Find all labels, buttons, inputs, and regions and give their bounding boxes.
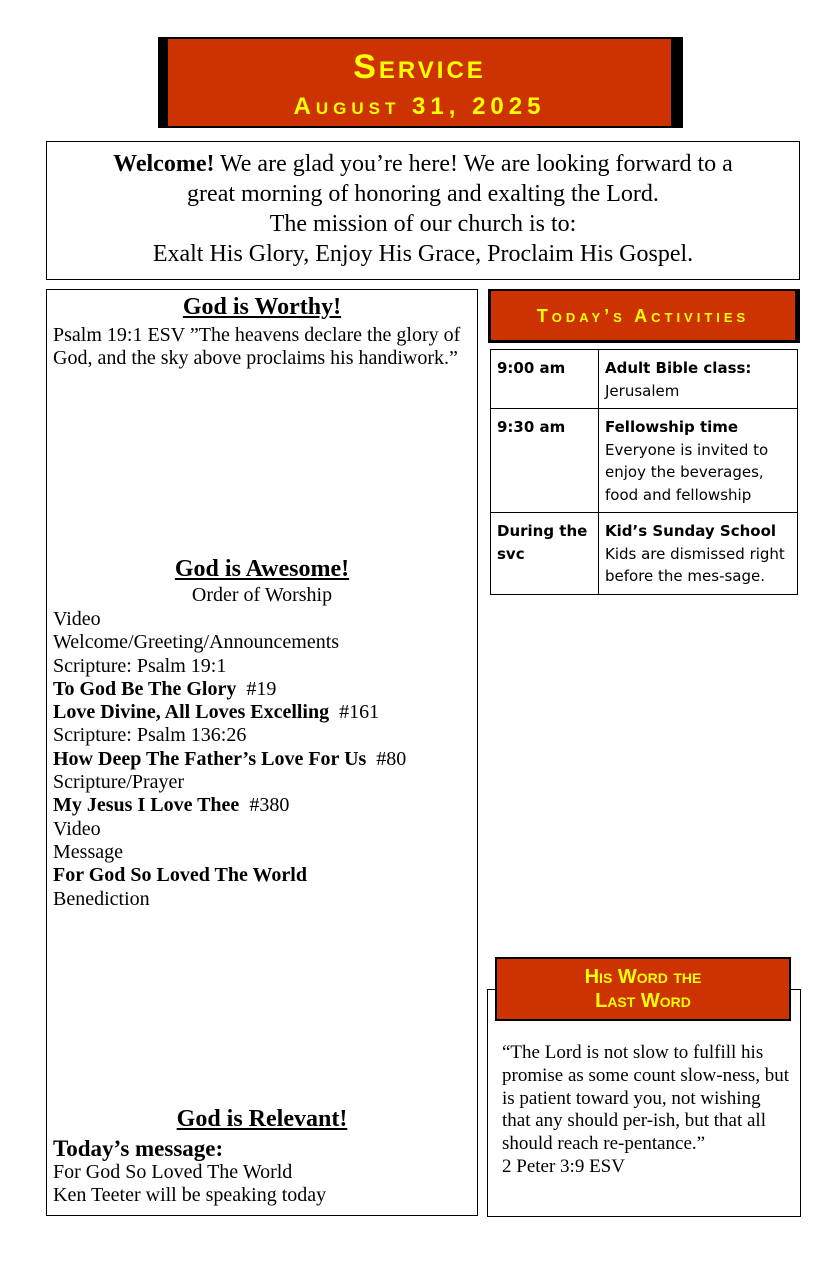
activity-description: Everyone is invited to enjoy the beverages, food and fellowship xyxy=(605,440,769,504)
welcome-box xyxy=(46,141,800,280)
order-item-title: Love Divine, All Loves Excelling xyxy=(53,701,330,724)
worthy-scripture: Psalm 19:1 ESV ”The heavens declare the glory of God, and the sky above proclaims his handiwork.” xyxy=(53,324,461,370)
order-item-title: Video xyxy=(53,608,101,630)
order-item-title: Scripture: Psalm 136:26 xyxy=(53,724,247,747)
order-item xyxy=(53,794,471,817)
order-item-title: To God Be The Glory xyxy=(53,677,237,700)
welcome-line-2: great morning of honoring and exalting the Lord. xyxy=(187,181,659,207)
page-title: Service xyxy=(353,48,486,86)
order-item xyxy=(53,678,471,701)
awesome-title: God is Awesome! xyxy=(174,556,350,582)
order-item xyxy=(53,701,471,724)
activity-time: During the svc xyxy=(491,513,599,595)
order-item-title: My Jesus I Love Thee xyxy=(53,794,240,817)
activity-row xyxy=(491,513,798,595)
order-item xyxy=(53,724,471,747)
order-item xyxy=(53,631,471,654)
order-item-title: Message xyxy=(53,840,123,863)
relevant-title: God is Relevant! xyxy=(176,1106,348,1132)
last-word-header-line-2: Last Word xyxy=(595,990,691,1012)
activity-title: Fellowship time xyxy=(605,418,739,436)
order-item-title: Scripture: Psalm 19:1 xyxy=(53,654,227,677)
activity-row xyxy=(491,409,798,513)
welcome-line-1-rest: We are glad you’re here! We are looking forward to a xyxy=(214,151,733,177)
order-item-title: Benediction xyxy=(53,887,150,910)
order-item-title: Welcome/Greeting/Announcements xyxy=(53,631,340,654)
order-item-title: For God So Loved The World xyxy=(53,864,307,887)
message-speaker: Ken Teeter will be speaking today xyxy=(53,1184,327,1207)
activity-time: 9:00 am xyxy=(491,350,599,409)
left-column xyxy=(46,289,478,1216)
order-item-title: Video xyxy=(53,817,101,840)
activity-title: Kid’s Sunday School xyxy=(605,522,777,540)
last-word-quote: “The Lord is not slow to fulfill his promise as some count slow-ness, but is patient toward you, not wishing that any should per-ish, but that all should reach re-pentance.” xyxy=(502,1042,790,1155)
activities-header-label: Today’s Activities xyxy=(491,291,795,340)
hymn-number: #161 xyxy=(329,701,380,724)
welcome-lead: Welcome! xyxy=(113,151,215,177)
order-item xyxy=(53,864,471,887)
order-of-worship-list xyxy=(53,608,471,911)
header-banner xyxy=(158,37,683,128)
service-date: August 31, 2025 xyxy=(293,93,546,120)
welcome-line-1 xyxy=(47,149,799,179)
message-heading: Today’s message: xyxy=(53,1136,224,1161)
welcome-line-3: The mission of our church is to: xyxy=(269,211,577,237)
activities-table xyxy=(490,349,798,595)
activity-details xyxy=(599,409,798,513)
order-item xyxy=(53,608,471,631)
order-item xyxy=(53,771,471,794)
welcome-line-4: Exalt His Glory, Enjoy His Grace, Proclaim His Gospel. xyxy=(152,241,694,267)
last-word-header-label xyxy=(497,959,789,1019)
last-word-reference: 2 Peter 3:9 ESV xyxy=(502,1155,625,1177)
hymn-number: #380 xyxy=(239,794,290,817)
last-word-text xyxy=(502,1042,792,1179)
activity-time: 9:30 am xyxy=(491,409,599,513)
order-item xyxy=(53,818,471,841)
order-item xyxy=(53,888,471,911)
activities-header xyxy=(488,289,800,343)
message-title: For God So Loved The World xyxy=(53,1161,293,1183)
order-item xyxy=(53,841,471,864)
order-item xyxy=(53,748,471,771)
activity-description: Kids are dismissed right before the mes-sage. xyxy=(605,544,785,585)
activity-title: Adult Bible class: xyxy=(605,359,752,377)
activity-details xyxy=(599,350,798,409)
activity-row xyxy=(491,350,798,409)
last-word-header xyxy=(495,957,791,1021)
activity-description: Jerusalem xyxy=(605,381,680,400)
header-banner-inner xyxy=(168,39,671,126)
hymn-number: #19 xyxy=(236,677,277,700)
activity-details xyxy=(599,513,798,595)
worthy-title: God is Worthy! xyxy=(182,294,342,320)
order-item-title: How Deep The Father’s Love For Us xyxy=(53,747,367,770)
message-details xyxy=(53,1161,471,1208)
last-word-header-line-1: His Word the xyxy=(584,966,702,988)
order-of-worship-label: Order of Worship xyxy=(191,584,333,606)
order-item xyxy=(53,655,471,678)
activities-table-body xyxy=(491,350,798,595)
order-item-title: Scripture/Prayer xyxy=(53,771,185,794)
hymn-number: #80 xyxy=(366,747,407,770)
